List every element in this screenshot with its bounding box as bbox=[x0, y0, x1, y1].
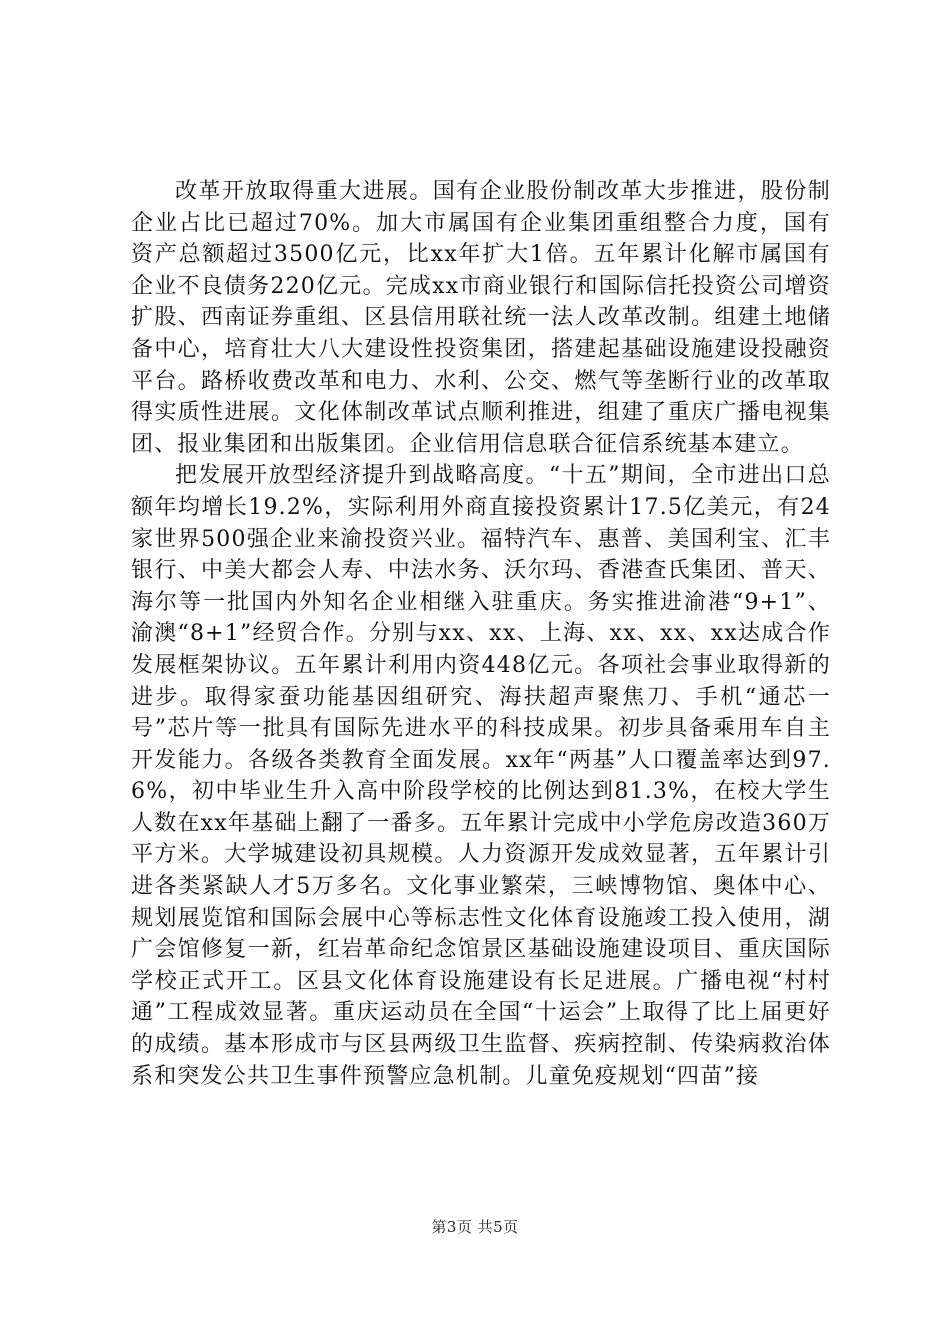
paragraph-reform: 改革开放取得重大进展。国有企业股份制改革大步推进，股份制企业占比已超过70%。加大市属国有企业集团重组整合力度，国有资产总额超过3500亿元，比xx年扩大1倍。五年累计化解市属国有企业不良债务220亿元。完成xx市商业银行和国际信托投资公司增资扩股、西南证券重组、区县信用联社统一法人改革改制。组建土地储备中心，培育壮大八大建设性投资集团，搭建起基础设施建设投融资平台。路桥收费改革和电力、水利、公交、燃气等垄断行业的改革取得实质性进展。文化体制改革试点顺利推进，组建了重庆广播电视集团、报业集团和出版集团。企业信用信息联合征信系统基本建立。 bbox=[131, 179, 831, 457]
paragraph-open-economy: 把发展开放型经济提升到战略高度。“十五”期间，全市进出口总额年均增长19.2%，实际利用外商直接投资累计17.5亿美元，有24家世界500强企业来渝投资兴业。福特汽车、惠普、美国利宝、汇丰银行、中美大都会人寿、中法水务、沃尔玛、香港查氏集团、普天、海尔等一批国内外知名企业相继入驻重庆。务实推进渝港“9+1”、渝澳“8+1”经贸合作。分别与xx、xx、上海、xx、xx、xx达成合作发展框架协议。五年累计利用内资448亿元。各项社会事业取得新的进步。取得家蚕功能基因组研究、海扶超声聚焦刀、手机“通芯一号”芯片等一批具有国际先进水平的科技成果。初步具备乘用车自主开发能力。各级各类教育全面发展。xx年“两基”人口覆盖率达到97.6%，初中毕业生升入高中阶段学校的比例达到81.3%，在校大学生人数在xx年基础上翻了一番多。五年累计完成中小学危房改造360万平方米。大学城建设初具规模。人力资源开发成效显著，五年累计引进各类紧缺人才5万多名。文化事业繁荣，三峡博物馆、奥体中心、规划展览馆和国际会展中心等标志性文化体育设施竣工投入使用，湖广会馆修复一新，红岩革命纪念馆景区基础设施建设项目、重庆国际学校正式开工。区县文化体育设施建设有长足进展。广播电视“村村通”工程成效显著。重庆运动员在全国“十运会”上取得了比上届更好的成绩。基本形成市与区县两级卫生监督、疾病控制、传染病救治体系和突发公共卫生事件预警应急机制。儿童免疫规划“四苗”接 bbox=[131, 463, 831, 1089]
page-footer: 第3页 共5页 bbox=[431, 1218, 519, 1236]
document-body bbox=[131, 176, 831, 1092]
